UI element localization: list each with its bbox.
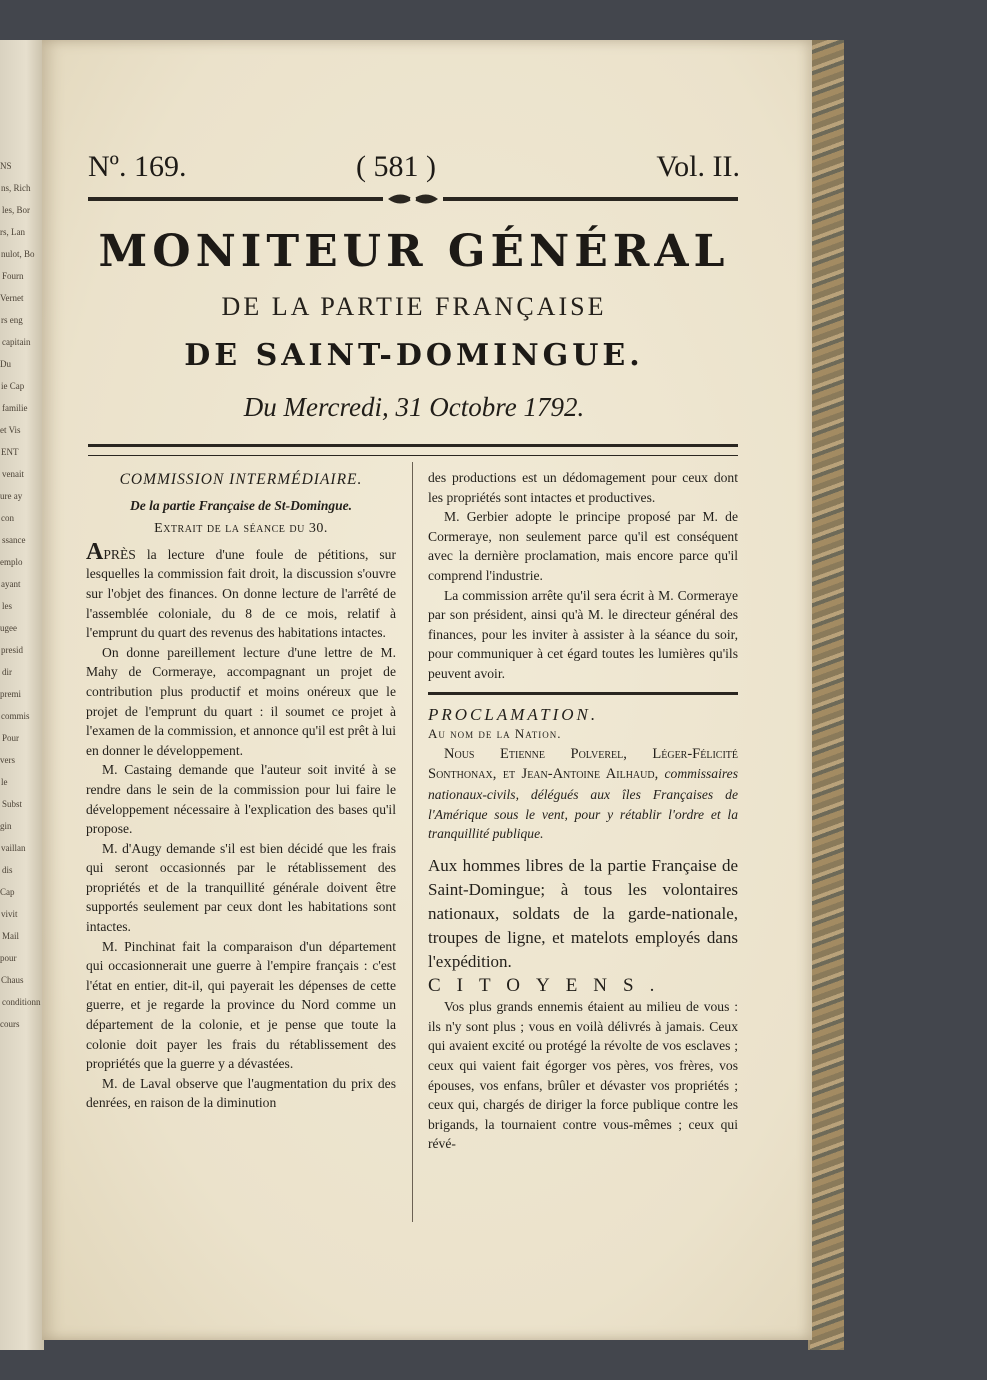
article-paragraph: M. de Laval observe que l'augmentation du prix des denrées, en raison de la diminution <box>86 1075 396 1111</box>
ornamental-rule <box>88 192 738 206</box>
article-paragraph: APRÈS la lecture d'une foule de pétitions, sur lesquelles la commission fait droit, la discussion s'ouvre sur l'objet des finances. On donne lecture de l'arrêté de l'assemblée coloniale, du 8 de ce mois, relatif à l'emprunt du quart des revenus des habitations intactes. <box>86 538 396 641</box>
article-paragraph: La commission arrête qu'il sera écrit à M. Cormeraye par son président, ainsi qu'à M. le directeur général des finances, pour les inviter à assister à la séance du soir, pour communiquer à cet égard toutes les lumières qu'ils peuvent avoir. <box>428 587 738 681</box>
facing-page-fragment: et Vis <box>0 425 21 435</box>
facing-page-fragment: Chaus <box>1 975 24 985</box>
column-divider <box>412 462 413 1222</box>
facing-page-fragment: presid <box>1 645 23 655</box>
facing-page-fragment: vaillan <box>1 843 26 853</box>
facing-page-fragment: emplo <box>0 557 23 567</box>
facing-page-fragment: Fourn <box>2 271 24 281</box>
facing-page-fragment: pour <box>0 953 17 963</box>
facing-page-fragment: dis <box>2 865 13 875</box>
proclamation-issuers: Nous Etienne Polverel, Léger-Félicité Sonthonax, et Jean-Antoine Ailhaud, <box>428 745 738 783</box>
proclamation-issuers-block <box>428 744 738 844</box>
facing-page-fragment: nulot, Bo <box>1 249 35 259</box>
facing-page-fragment: ENT <box>1 447 19 457</box>
facing-page-fragment: le <box>1 777 8 787</box>
facing-page-fragment: ns, Rich <box>1 183 31 193</box>
masthead-location: DE SAINT-DOMINGUE. <box>184 338 644 373</box>
facing-page-fragment: con <box>1 513 14 523</box>
facing-page-fragment: rs eng <box>1 315 23 325</box>
extract-heading: Extrait de la séance du 30. <box>154 521 328 537</box>
facing-page-fragment: Pour <box>2 733 20 743</box>
issue-number: Nº. 169. <box>88 150 187 183</box>
facing-page-fragment: cours <box>0 1019 20 1029</box>
section-rule <box>428 692 738 695</box>
marbled-edge <box>808 40 844 1350</box>
facing-page-fragment: Subst <box>2 799 23 809</box>
facing-page-fragment: les <box>2 601 12 611</box>
page-number: ( 581 ) <box>356 150 436 183</box>
facing-page-edge <box>0 40 44 1350</box>
facing-page-fragment: Du <box>0 359 11 369</box>
facing-page-fragment: venait <box>2 469 24 479</box>
proclamation-addressee: Aux hommes libres de la partie Française de Saint-Domingue; à tous les volontaires nationaux, soldats de la garde-nationale, troupes de ligne, et matelots employés dans l'expédition. <box>428 855 738 971</box>
article-paragraph: M. Gerbier adopte le principe proposé par M. de Cormeraye, non seulement parce qu'il est conséquent avec la dernière proclamation, mais encore parce qu'il comprend l'industrie. <box>428 509 738 583</box>
facing-page-fragment: familie <box>2 403 28 413</box>
facing-page-fragment: ugee <box>0 623 17 633</box>
facing-page-fragment: les, Bor <box>2 205 30 215</box>
header-rule <box>88 444 738 456</box>
proclamation-body: Vos plus grands ennemis étaient au milieu de vous : ils n'y sont plus ; vous en voilà délivrés à jamais. Ceux qui avaient excité ou protégé la révolte de vos esclaves ; ceux qui vaient fait égorger vos pères, vos frères, vos épouses, vos enfans, brûler et dévaster vos propriétés ; ceux qui, chargés de diriger la force publique contre les brigands, la tournaient contre vous-mêmes ; ceux qui révé- <box>428 999 738 1152</box>
masthead-title: MONITEUR GÉNÉRAL <box>98 226 730 277</box>
left-column <box>86 470 396 1113</box>
facing-page-fragment: premi <box>0 689 21 699</box>
facing-page-fragment: rs, Lan <box>0 227 25 237</box>
facing-page-fragment: gin <box>0 821 12 831</box>
facing-page-fragment: NS <box>0 161 12 171</box>
facing-page-fragment: ssance <box>2 535 26 545</box>
page-header <box>88 150 740 190</box>
masthead-subtitle: DE LA PARTIE FRANÇAISE <box>221 292 607 321</box>
facing-page-fragment: ie Cap <box>1 381 25 391</box>
facing-page-fragment: Vernet <box>0 293 24 303</box>
facing-page-fragment: commis <box>1 711 30 721</box>
section-subtitle: De la partie Française de St-Domingue. <box>130 497 352 513</box>
facing-page-fragment: vers <box>0 755 15 765</box>
proclamation-title: PROCLAMATION. <box>428 704 599 724</box>
facing-page-fragment: Cap <box>0 887 15 897</box>
facing-page-fragment: ure ay <box>0 491 23 501</box>
article-paragraph: M. Pinchinat fait la comparaison d'un département qui occasionnerait une guerre à l'empire français : c'est l'état en entier, dit-il, qui payerait les dépenses de cette guerre, et je regarde la province du Nord comme un département de la colonie, et je pense que toute la colonie doit payer les frais du rétablissement des propriétés que la guerre y a dévastées. <box>86 938 396 1072</box>
proclamation-issuers-role: commissaires nationaux-civils, délégués aux îles Françaises de l'Amérique sous le vent, pour y rétablir l'ordre et la tranquillité publique. <box>428 766 738 842</box>
article-paragraph: des productions est un dédomagement pour ceux dont les propriétés sont intactes et productives. <box>428 470 738 505</box>
facing-page-fragment: dir <box>2 667 12 677</box>
volume-number: Vol. II. <box>656 150 740 183</box>
facing-page-fragment: vivit <box>1 909 18 919</box>
article-paragraph: M. d'Augy demande s'il est bien décidé que les frais qui seront occasionnés par le rétablissement des propriétés et de la tranquillité générale doivent être supportés seulement par ceux dont les habitations sont intactes. <box>86 840 396 935</box>
facing-page-fragment: Mail <box>2 931 19 941</box>
article-paragraph: On donne pareillement lecture d'une lettre de M. Mahy de Cormeraye, accompagnant un projet de contribution plus productif et moins onéreux que le projet de l'emprunt du quart : il soumet ce projet à l'examen de la commission, et annonce qu'il est prêt à lui en donner le développement. <box>86 644 396 758</box>
facing-page-fragment: conditionn <box>2 997 41 1007</box>
proclamation-subtitle: Au nom de la Nation. <box>428 726 562 742</box>
dateline: Du Mercredi, 31 Octobre 1792. <box>243 392 585 422</box>
facing-page-fragment: ayant <box>1 579 21 589</box>
right-column <box>428 468 738 1154</box>
facing-page-fragment: capitain <box>2 337 31 347</box>
proclamation-salutation: CITOYENS. <box>428 974 671 996</box>
section-title: COMMISSION INTERMÉDIAIRE. <box>119 471 363 488</box>
article-paragraph: M. Castaing demande que l'auteur soit invité à se rendre dans le sein de la commission pour lui faire le développement nécessaire à l'explication des bases qu'il propose. <box>86 762 396 837</box>
